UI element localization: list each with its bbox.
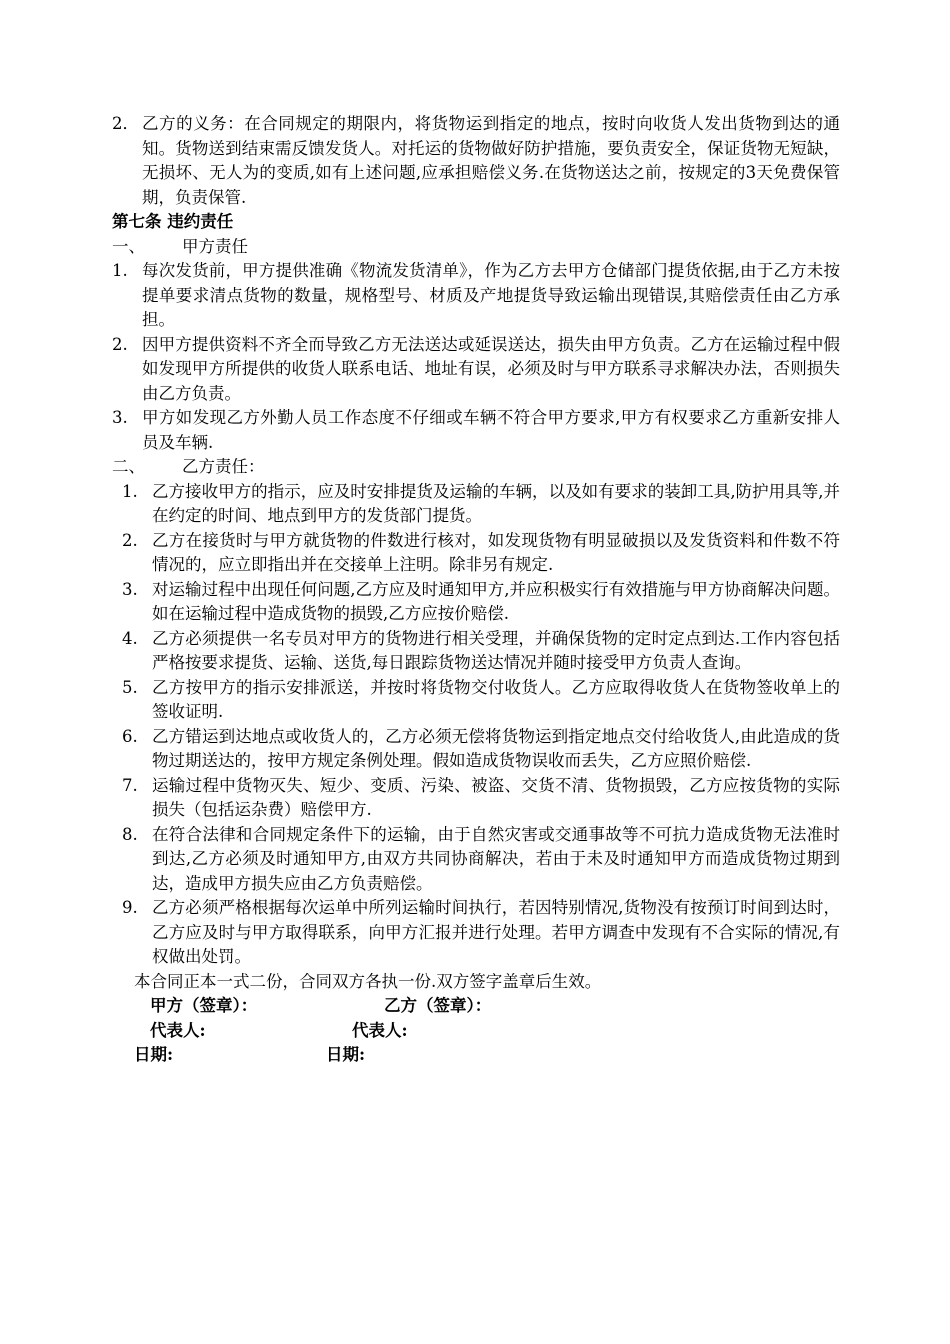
item-text: 每次发货前，甲方提供准确《物流发货清单》，作为乙方去甲方仓储部门提货依据,由于乙方未按提单要求清点货物的数量，规格型号、材质及产地提货导致运输出现错误,其赔偿责任由乙方承担。 [142,261,840,329]
closing-statement: 本合同正本一式二份，合同双方各执一份.双方签字盖章后生效。 [134,971,602,991]
item-text: 乙方必须提供一名专员对甲方的货物进行相关受理，并确保货物的定时定点到达.工作内容包括严格按要求提货、运输、送货,每日跟踪货物送达情况并随时接受甲方负责人查询。 [152,628,840,672]
section-heading-party-a [112,235,840,260]
party-a-rep-label: 代表人: [150,1020,206,1040]
item-text: 甲方如发现乙方外勤人员工作态度不仔细或车辆不符合甲方要求,甲方有权要求乙方重新安排人员及车辆. [142,408,840,452]
party-a-date-label: 日期: [134,1045,174,1064]
list-item [112,406,840,455]
item-text: 乙方在接货时与甲方就货物的件数进行核对，如发现货物有明显破损以及发货资料和件数不符情况的，应立即指出并在交接单上注明。除非另有规定. [152,530,840,574]
party-b-rep-label: 代表人: [352,1020,408,1040]
section-number: 一、 [112,236,145,256]
list-item [112,725,840,774]
item-number: 9. [122,898,138,917]
party-b-date-label: 日期: [326,1045,366,1064]
signature-date-row [112,1043,840,1068]
item-text: 在符合法律和合同规定条件下的运输，由于自然灾害或交通事故等不可抗力造成货物无法准时到达,乙方必须及时通知甲方,由双方共同协商解决，若由于未及时通知甲方而造成货物过期到达，造成甲方损失应由乙方负责赔偿。 [152,824,840,893]
list-item [112,896,840,970]
list-item [112,529,840,578]
item-text: 乙方必须严格根据每次运单中所列运输时间执行，若因特别情况,货物没有按预订时间到达时，乙方应及时与甲方取得联系，向甲方汇报并进行处理。若甲方调查中发现有不合实际的情况,有权做出处罚。 [152,898,840,966]
signature-seal-row [112,994,840,1019]
contract-body [112,112,840,1068]
item-text: 乙方的义务：在合同规定的期限内，将货物运到指定的地点，按时向收货人发出货物到达的通知。货物送到结束需反馈发货人。对托运的货物做好防护措施，要负责安全，保证货物无短缺，无损坏、无人为的变质,如有上述问题,应承担赔偿义务.在货物送达之前，按规定的3天免费保管期，负责保管. [142,114,840,207]
signature-rep-row [112,1019,840,1044]
item-text: 运输过程中货物灭失、短少、变质、污染、被盗、交货不清、货物损毁，乙方应按货物的实际损失（包括运杂费）赔偿甲方. [152,775,840,819]
section-title: 甲方责任 [182,236,248,256]
item-number: 3. [112,408,128,427]
item-text: 乙方接收甲方的指示，应及时安排提货及运输的车辆，以及如有要求的装卸工具,防护用具等,并在约定的时间、地点到甲方的发货部门提货。 [152,481,840,525]
item-number: 1. [112,261,128,280]
section-heading-party-b [112,455,840,480]
item-text: 乙方错运到达地点或收货人的，乙方必须无偿将货物运到指定地点交付给收货人,由此造成的货物过期送达的，按甲方规定条例处理。假如造成货物误收而丢失，乙方应照价赔偿. [152,726,840,770]
item-number: 2. [122,530,138,550]
list-item [112,823,840,897]
item-number: 6. [122,726,138,746]
item-number: 3. [122,579,138,599]
list-item [112,259,840,333]
item-number: 2． [112,114,139,133]
article-heading: 第七条 违约责任 [112,212,234,231]
item-number: 8. [122,824,138,844]
party-a-seal-label: 甲方（签章）： [150,996,258,1015]
list-item [112,112,840,210]
list-item [112,627,840,676]
item-text: 因甲方提供资料不齐全而导致乙方无法送达或延误送达，损失由甲方负责。乙方在运输过程中假如发现甲方所提供的收货人联系电话、地址有误，必须及时与甲方联系寻求解决办法，否则损失由乙方负责。 [142,334,840,403]
item-number: 1. [122,481,138,501]
list-item [112,676,840,725]
item-number: 7. [122,775,138,795]
item-text: 对运输过程中出现任何问题,乙方应及时通知甲方,并应积极实行有效措施与甲方协商解决问题。如在运输过程中造成货物的损毁,乙方应按价赔偿. [152,579,840,623]
list-item [112,480,840,529]
item-number: 4. [122,628,138,648]
section-title: 乙方责任： [182,457,265,476]
item-number: 5. [122,677,138,697]
list-item [112,578,840,627]
section-number: 二、 [112,457,145,476]
item-number: 2. [112,334,128,354]
party-b-seal-label: 乙方（签章）： [384,996,492,1015]
item-text: 乙方按甲方的指示安排派送，并按时将货物交付收货人。乙方应取得收货人在货物签收单上的签收证明. [152,677,840,721]
list-item [112,774,840,823]
list-item [112,333,840,407]
